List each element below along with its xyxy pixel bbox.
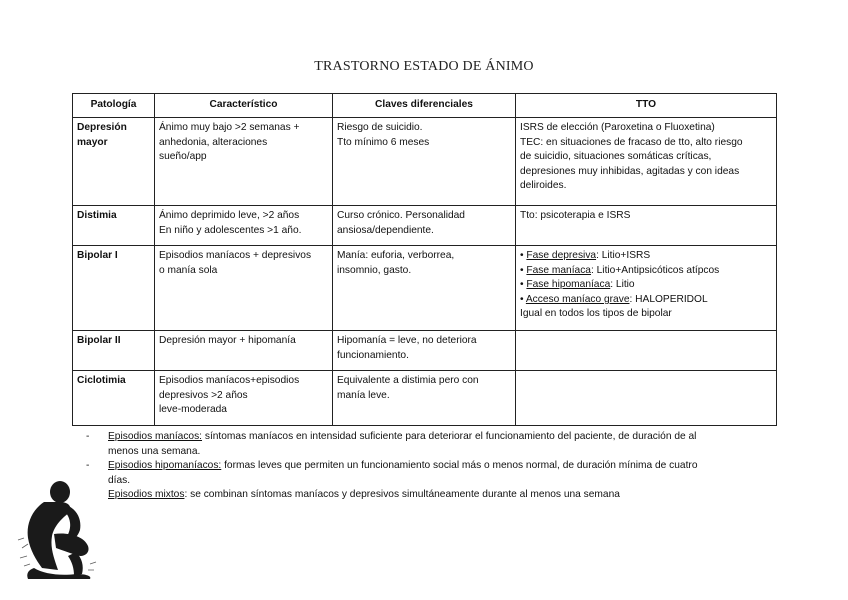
cell-caracteristico [155,331,333,371]
note-text: formas leves que permiten un funcionamiento social más o menos normal, de duración mínima de cuatro [221,460,698,472]
note-dash: - [86,431,90,442]
bullet-item [520,278,772,293]
bullet-item [520,264,772,279]
cell-line: ansiosa/dependiente. [337,224,434,236]
cell-patologia [73,206,155,246]
cell-line: Ciclotimia [77,375,126,386]
cell-tto [516,331,777,371]
note-term: Episodios mixtos [108,489,185,501]
cell-line: Bipolar I [77,250,118,261]
cell-line: Depresión [77,122,127,133]
cell-line: Tto mínimo 6 meses [337,136,430,148]
header-claves: Claves diferenciales [333,94,516,118]
cell-line: ISRS de elección (Paroxetina o Fluoxetina) [520,122,715,133]
cell-line: leve-moderada [159,404,227,416]
page-title: TRASTORNO ESTADO DE ÁNIMO [314,59,534,74]
cell-line: Riesgo de suicidio. [337,122,423,133]
note-text: menos una semana. [108,445,201,457]
table-row [73,331,777,371]
note-item [86,459,766,488]
mood-disorders-table [72,93,777,426]
cell-caracteristico [155,118,333,206]
cell-line: Manía: euforia, verborrea, [337,250,455,261]
cell-line: Episodios maníacos + depresivos [159,250,312,261]
bullet-item [520,293,772,308]
table-header-row [73,94,777,118]
table-row [73,371,777,426]
cell-line: depresivos >2 años [159,389,248,401]
bullet-icon: • [520,293,524,305]
note-term: Episodios maníacos: [108,431,203,442]
bullet-text: : Litio+Antipsicóticos atípcos [590,264,720,276]
cell-line: manía leve. [337,389,390,401]
note-text: : se combinan síntomas maníacos y depresivos simultáneamente durante al menos una semana [184,489,620,501]
cell-tto [516,206,777,246]
cell-tto [516,371,777,426]
bullet-item [520,249,772,264]
thinker-figure-icon [14,478,100,580]
cell-line: Ánimo deprimido leve, >2 años [159,210,300,221]
header-caracteristico: Característico [155,94,333,118]
cell-line: Depresión mayor + hipomanía [159,335,296,346]
bullet-icon: • [520,250,524,261]
table-row [73,206,777,246]
cell-line: Distimia [77,210,117,221]
tto-footer: Igual en todos los tipos de bipolar [520,308,672,320]
cell-line: Bipolar II [77,335,121,346]
cell-caracteristico [155,246,333,331]
cell-claves [333,371,516,426]
cell-line: de suicidio, situaciones somáticas críticas, [520,151,712,163]
header-patologia: Patología [73,94,155,118]
bullet-label: Fase maníaca [526,264,591,276]
cell-line: Hipomanía = leve, no deteriora [337,335,477,346]
cell-line: deliroides. [520,180,567,192]
cell-patologia [73,118,155,206]
cell-claves [333,246,516,331]
cell-caracteristico [155,371,333,426]
bullet-text: : Litio+ISRS [596,250,651,261]
cell-line: Tto: psicoterapia e ISRS [520,210,631,221]
cell-tto [516,246,777,331]
bullet-label: Acceso maníaco grave [525,293,630,305]
note-item [86,488,766,503]
cell-caracteristico [155,206,333,246]
cell-claves [333,331,516,371]
cell-tto [516,118,777,206]
cell-line: Curso crónico. Personalidad [337,210,465,221]
cell-patologia [73,331,155,371]
bullet-text: : Litio [610,279,635,291]
episode-notes [86,430,766,503]
note-term: Episodios hipomaníacos: [108,460,222,472]
cell-line: Episodios maníacos+episodios [159,375,300,386]
cell-line: mayor [77,136,108,148]
note-text: síntomas maníacos en intensidad suficiente para deteriorar el funcionamiento del paciente, de duración de al [202,431,697,442]
bullet-text: : HALOPERIDOL [629,293,708,305]
cell-line: funcionamiento. [337,349,409,361]
cell-line: insomnio, gasto. [337,264,412,276]
bullet-icon: • [520,264,524,276]
cell-claves [333,118,516,206]
bullet-icon: • [520,279,524,291]
note-item [86,430,766,459]
cell-line: sueño/app [159,151,207,163]
header-tto: TTO [516,94,777,118]
cell-line: depresiones muy inhibidas, agitadas y con ideas [520,165,740,177]
table-row [73,118,777,206]
cell-line: En niño y adolescentes >1 año. [159,224,302,236]
note-dash: - [86,460,90,472]
cell-line: o manía sola [159,264,218,276]
cell-line: TEC: en situaciones de fracaso de tto, alto riesgo [520,136,743,148]
bullet-label: Fase depresiva [526,250,597,261]
cell-line: anhedonia, alteraciones [159,136,268,148]
cell-claves [333,206,516,246]
table-row [73,246,777,331]
cell-patologia [73,371,155,426]
note-text: días. [108,474,131,486]
cell-line: Equivalente a distimia pero con [337,375,479,386]
cell-line: Ánimo muy bajo >2 semanas + [159,122,300,133]
cell-patologia [73,246,155,331]
bullet-label: Fase hipomaníaca [526,279,611,291]
